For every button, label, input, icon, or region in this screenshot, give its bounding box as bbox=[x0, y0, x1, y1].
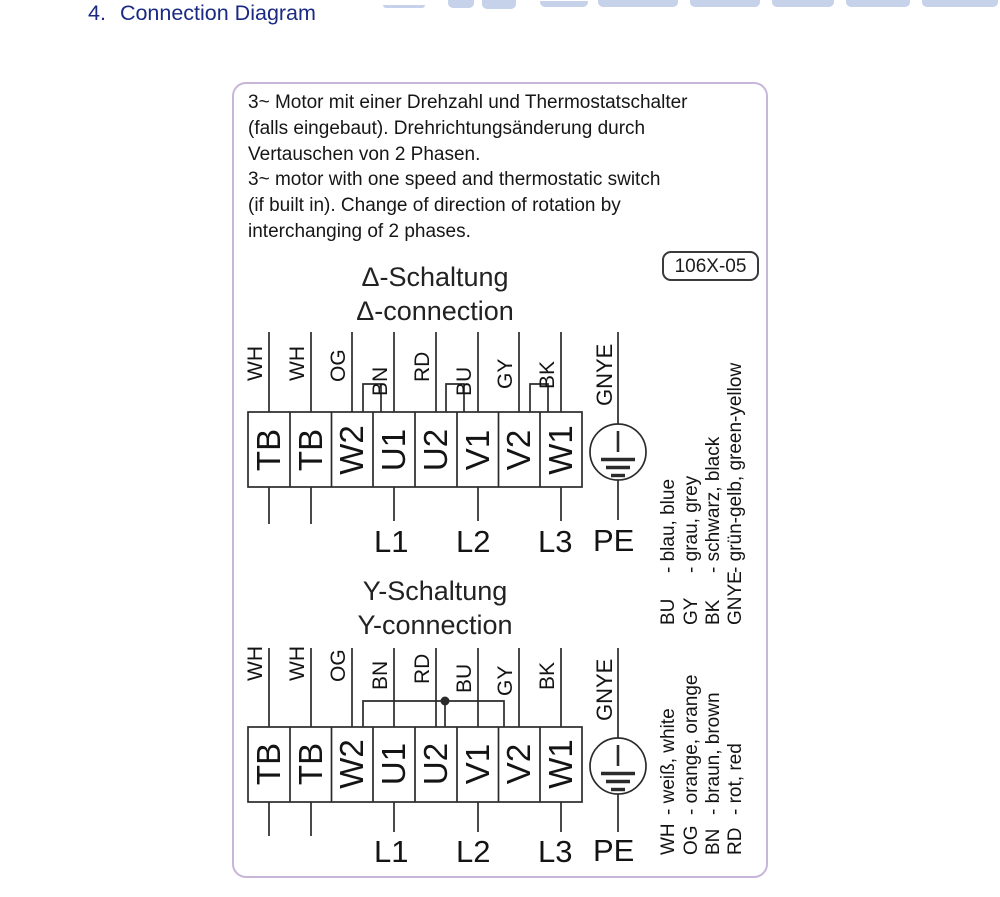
legend-abbr: GNYE bbox=[725, 571, 746, 625]
terminal-label: U1 bbox=[375, 742, 412, 786]
terminal-label: V1 bbox=[459, 743, 496, 785]
terminal-label: U1 bbox=[375, 428, 412, 472]
phase-label-l2: L2 bbox=[456, 524, 491, 559]
legend-item bbox=[681, 625, 703, 855]
legend-name: - grau, grey bbox=[681, 475, 702, 573]
delta-bottom-wires bbox=[269, 487, 561, 524]
legend-item bbox=[703, 345, 725, 625]
section-number: 4. bbox=[88, 1, 106, 25]
legend-abbr: WH bbox=[658, 823, 679, 855]
wire-color-label: BK bbox=[536, 360, 559, 389]
description-line: 3~ Motor mit einer Drehzahl und Thermostatschalter bbox=[248, 92, 688, 113]
legend-name: - schwarz, black bbox=[703, 436, 724, 573]
description-line: (falls eingebaut). Drehrichtungsänderung durch bbox=[248, 117, 646, 139]
terminal-label: TB bbox=[250, 742, 287, 786]
wire-color-label: GY bbox=[494, 358, 517, 389]
legend-name: - orange, orange bbox=[681, 674, 702, 815]
wire-color-label: OG bbox=[327, 649, 350, 682]
wire-color-label: GY bbox=[494, 665, 517, 696]
legend-item bbox=[725, 345, 747, 625]
earth-symbol bbox=[590, 738, 646, 794]
terminal-label: V1 bbox=[459, 429, 496, 471]
wire-color-label: RD bbox=[411, 653, 434, 684]
delta-title-de: Δ-Schaltung bbox=[361, 262, 509, 292]
legend-abbr: BN bbox=[703, 828, 724, 855]
wire-color-label: WH bbox=[244, 346, 267, 381]
section-title: Connection Diagram bbox=[119, 1, 316, 25]
wire-color-label: BN bbox=[369, 660, 392, 690]
drawing-number-badge: 106X-05 bbox=[662, 251, 759, 281]
legend-abbr: BU bbox=[658, 598, 679, 625]
legend-item bbox=[658, 625, 680, 855]
terminal-label: V2 bbox=[500, 429, 537, 471]
terminal-label: W1 bbox=[542, 739, 579, 789]
y-bottom-wires bbox=[269, 802, 561, 836]
terminal-label: TB bbox=[292, 428, 329, 472]
legend-name: - weiß, white bbox=[658, 708, 679, 815]
wire-color-label: RD bbox=[411, 351, 434, 382]
phase-label-l3: L3 bbox=[538, 834, 573, 869]
wire-color-label: WH bbox=[286, 346, 309, 381]
legend-item bbox=[658, 345, 680, 625]
wire-color-label: BN bbox=[369, 366, 392, 396]
terminal-label: U2 bbox=[417, 742, 454, 786]
wire-color-label: WH bbox=[244, 646, 267, 681]
y-title-de: Y-Schaltung bbox=[362, 576, 508, 606]
legend-name: - grün-gelb, green-yellow bbox=[725, 362, 746, 573]
terminal-label: W2 bbox=[333, 739, 370, 789]
y-title-en: Y-connection bbox=[357, 610, 513, 640]
legend-item bbox=[703, 625, 725, 855]
earth-wire-label: GNYE bbox=[592, 343, 617, 406]
phase-label-l1: L1 bbox=[374, 524, 409, 559]
description-line: interchanging of 2 phases. bbox=[248, 220, 471, 242]
description-line: (if built in). Change of direction of rotation by bbox=[248, 195, 621, 217]
terminal-label: W1 bbox=[542, 425, 579, 475]
terminal-label: TB bbox=[292, 742, 329, 786]
description-line: 3~ motor with one speed and thermostatic switch bbox=[248, 169, 661, 191]
wire-color-label: BK bbox=[536, 661, 559, 690]
terminal-label: U2 bbox=[417, 428, 454, 472]
phase-label-l1: L1 bbox=[374, 834, 409, 869]
terminal-label: V2 bbox=[500, 743, 537, 785]
y-star-bridge bbox=[363, 701, 504, 727]
y-star-junction-dot bbox=[441, 697, 450, 706]
legend-name: - braun, brown bbox=[703, 692, 724, 815]
wire-color-label: OG bbox=[327, 349, 350, 382]
legend-item bbox=[681, 345, 703, 625]
phase-label-l3: L3 bbox=[538, 524, 573, 559]
wire-color-label: BU bbox=[453, 366, 476, 396]
phase-label-pe: PE bbox=[593, 833, 635, 868]
description-line: Vertauschen von 2 Phasen. bbox=[248, 143, 481, 165]
delta-title-en: Δ-connection bbox=[356, 296, 514, 326]
legend-item bbox=[725, 625, 747, 855]
wire-color-label: BU bbox=[453, 663, 476, 693]
legend-abbr: BK bbox=[703, 599, 724, 625]
legend-abbr: GY bbox=[681, 597, 702, 625]
legend-abbr: RD bbox=[725, 827, 746, 855]
legend-name: - rot, red bbox=[725, 743, 746, 815]
earth-symbol bbox=[590, 424, 646, 480]
terminal-label: W2 bbox=[333, 425, 370, 475]
phase-label-pe: PE bbox=[593, 523, 635, 558]
earth-wire-label: GNYE bbox=[592, 658, 617, 721]
legend-name: - blau, blue bbox=[658, 478, 679, 573]
terminal-label: TB bbox=[250, 428, 287, 472]
legend-abbr: OG bbox=[681, 825, 702, 855]
wire-color-label: WH bbox=[286, 646, 309, 681]
phase-label-l2: L2 bbox=[456, 834, 491, 869]
